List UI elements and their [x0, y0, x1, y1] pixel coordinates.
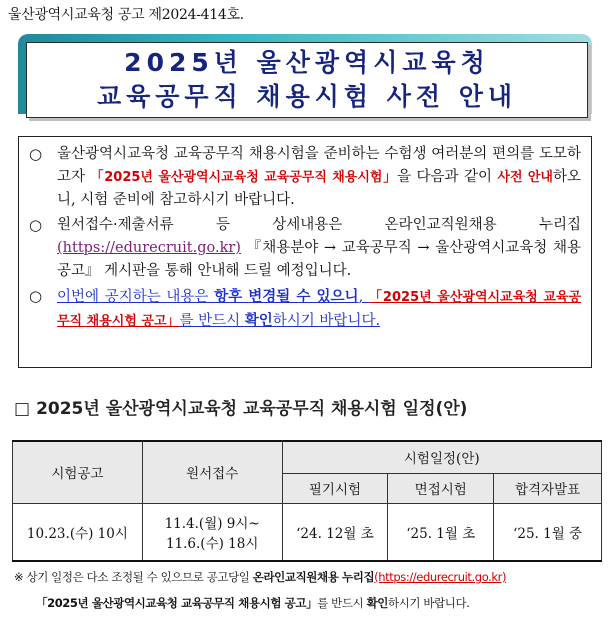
footnote-post: 하시기 바랍니다.	[387, 596, 470, 610]
header-written: 필기시험	[282, 473, 388, 503]
title-line-1: 2025년 울산광역시교육청	[124, 48, 490, 77]
cell-interview: ‘25. 1월 초	[388, 503, 494, 561]
info-3-bold-2: 확인	[244, 312, 273, 329]
info-box	[18, 136, 592, 368]
cell-application-end: 11.6.(수) 18시	[165, 535, 259, 552]
info-2-text: 원서접수·제출서류 등 상세내용은 온라인교직원채용 누리집	[57, 217, 581, 233]
info-1-highlight-2: 사전 안내	[497, 170, 553, 185]
cell-application	[142, 503, 282, 561]
cell-announcement: 10.23.(수) 10시	[13, 503, 143, 561]
section-marker: □	[14, 399, 31, 419]
footnote-mid: 를 반드시	[317, 596, 367, 610]
section-heading	[14, 394, 467, 419]
cell-written: ‘24. 12월 초	[282, 503, 388, 561]
header-schedule: 시험일정(안)	[282, 441, 601, 473]
footnote-text: 상기 일정은 다소 조정될 수 있으므로 공고당일	[23, 570, 253, 584]
header-announcement: 시험공고	[13, 441, 143, 503]
banner-box	[26, 42, 588, 118]
info-1-highlight: 「2025년 울산광역시교육청 교육공무직 채용시험」	[90, 170, 398, 185]
info-3-mid-2: 를 반드시	[179, 313, 245, 329]
info-3-bold: 항후 변경될 수 있으니	[214, 288, 359, 305]
section-title: 2025년 울산광역시교육청 교육공무직 채용시험 일정(안)	[36, 399, 468, 419]
schedule-table	[12, 440, 602, 562]
info-1-mid: 을 다음과 같이	[397, 169, 498, 185]
footnote-mark: ※	[14, 570, 24, 584]
notice-number: 울산광역시교육청 공고 제2024-414호.	[8, 7, 244, 23]
info-1-text: 울산광역시교육청 교육공무직 채용시험을 준비하는 수험생 여러분의 편의를 도모하고자	[57, 146, 581, 185]
info-item-3	[29, 285, 581, 333]
header-interview: 면접시험	[388, 473, 494, 503]
bullet-circle: ○	[29, 216, 43, 234]
bullet-circle: ○	[29, 145, 43, 163]
footnote-line-1	[14, 569, 506, 585]
info-item-2	[29, 214, 581, 283]
info-3-post: 하시기 바랍니다.	[272, 313, 381, 329]
footnote-announcement: 「2025년 울산광역시교육청 교육공무직 채용시험 공고」	[36, 596, 318, 610]
edurecruit-link[interactable]: (https://edurecruit.go.kr)	[57, 240, 241, 256]
footnote-confirm: 확인	[366, 596, 388, 610]
header-application: 원서접수	[142, 441, 282, 503]
info-item-1	[29, 143, 581, 212]
footnote-link[interactable]: (https://edurecruit.go.kr)	[374, 570, 507, 584]
footnote-line-2	[36, 595, 469, 611]
info-1-post: 하오니, 시험 준비에 참고하시기 바랍니다.	[57, 169, 582, 208]
table-row	[13, 503, 602, 561]
header-result: 합격자발표	[494, 473, 602, 503]
title-banner	[18, 34, 592, 118]
bullet-circle: ○	[29, 287, 43, 305]
info-3-highlight: 「2025년 울산광역시교육청 교육공무직 채용시험 공고」	[57, 290, 582, 329]
cell-application-start: 11.4.(월) 9시~	[164, 515, 260, 532]
footnote-site: 온라인교직원채용 누리집	[252, 570, 375, 584]
info-3-mid: ,	[358, 289, 369, 305]
cell-result: ‘25. 1월 중	[494, 503, 602, 561]
info-2-post: 『채용분야 → 교육공무직 → 울산광역시교육청 채용공고』 게시판을 통해 안내해 드릴 예정입니다.	[57, 240, 581, 279]
info-3-text: 이번에 공지하는 내용은	[57, 289, 215, 305]
title-line-2: 교육공무직 채용시험 사전 안내	[96, 82, 518, 111]
